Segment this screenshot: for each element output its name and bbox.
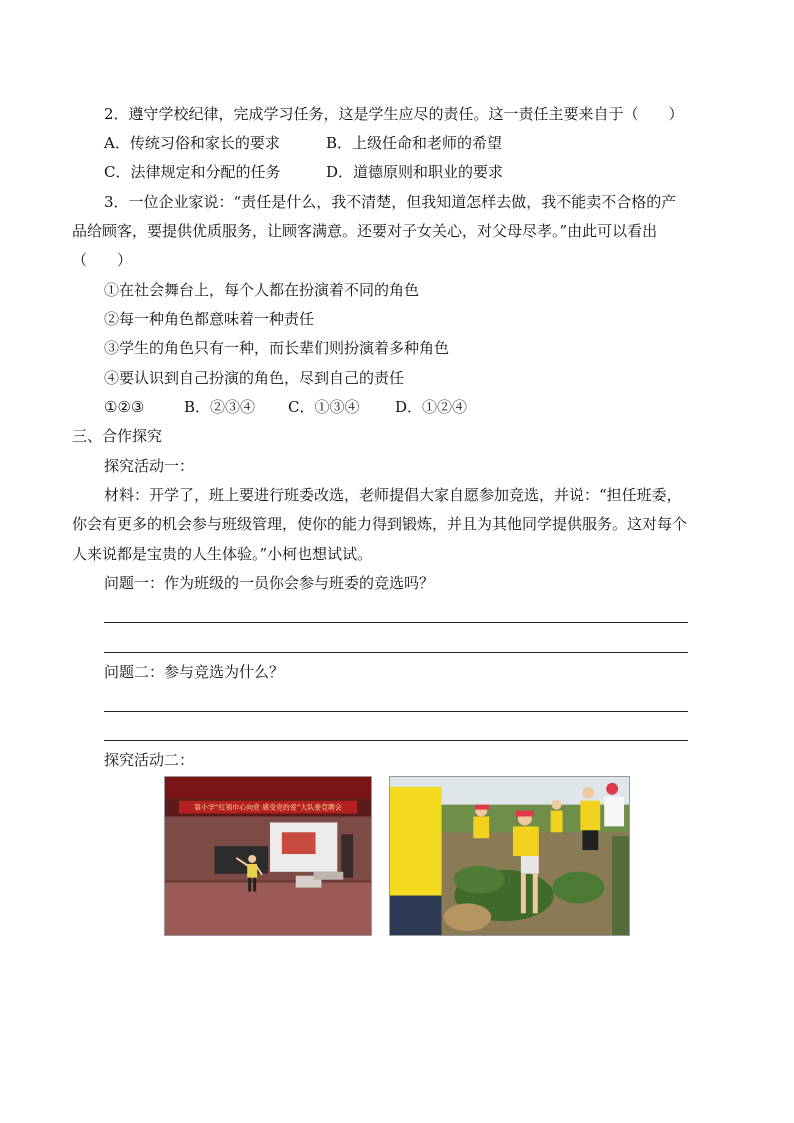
section-heading: 三、合作探究 [72, 427, 163, 445]
q2-option-c: C．法律规定和分配的任务 [104, 163, 281, 181]
q2-option-a: A．传统习俗和家长的要求 [104, 134, 280, 152]
q3-stem-line2: 品给顾客，要提供优质服务，让顾客满意。还要对子女关心，对父母尽孝。”由此可以看出 [72, 222, 658, 240]
question2: 问题二：参与竞选为什么？ [104, 663, 285, 681]
q2-option-d: D．道德原则和职业的要求 [326, 163, 504, 181]
q3-statement-4: ④要认识到自己扮演的角色，尽到自己的责任 [104, 369, 405, 387]
q3-statement-2: ②每一种角色都意味着一种责任 [104, 310, 315, 328]
q2-stem: 2．遵守学校纪律，完成学习任务，这是学生应尽的责任。这一责任主要来自于（ ） [104, 105, 684, 123]
material-line3: 人来说都是宝贵的人生体验。”小柯也想试试。 [72, 545, 373, 563]
material-line2: 你会有更多的机会参与班级管理，使你的能力得到锻炼，并且为其他同学提供服务。这对每个 [72, 515, 688, 533]
q3-stem-line3: （ ） [72, 251, 133, 269]
photo-class-election-speech [164, 776, 372, 936]
answer-line-4[interactable] [104, 740, 688, 741]
q3-statement-3: ③学生的角色只有一种，而长辈们则扮演着多种角色 [104, 339, 450, 357]
photo2-illustration [390, 777, 629, 935]
q2-option-b: B．上级任命和老师的希望 [326, 134, 503, 152]
answer-line-2[interactable] [104, 652, 688, 653]
q3-options-row [104, 397, 724, 417]
q2-options-row1 [104, 133, 724, 153]
q3-option-d: D．①②④ [395, 398, 468, 416]
q2-options-row2 [104, 162, 724, 182]
q3-statement-1: ①在社会舞台上，每个人都在扮演着不同的角色 [104, 281, 420, 299]
photo-field-labor [389, 776, 630, 936]
material-line1: 材料：开学了，班上要进行班委改选，老师提倡大家自愿参加竞选，并说：“担任班委， [104, 486, 682, 504]
q3-stem-line1: 3．一位企业家说：“责任是什么，我不清楚，但我知道怎样去做，我不能卖不合格的产 [104, 193, 677, 211]
activity1-title: 探究活动一： [104, 457, 195, 475]
photo1-banner-text: 第小学“红领巾心向党 感受党的爱”大队委竞聘会 [194, 803, 342, 812]
question1: 问题一：作为班级的一员你会参与班委的竞选吗？ [104, 574, 435, 592]
answer-line-1[interactable] [104, 622, 688, 623]
q3-option-b: B．②③④ [184, 398, 256, 416]
q3-option-c: C．①③④ [288, 398, 360, 416]
photo1-illustration [165, 777, 371, 935]
q3-option-a: ①②③ [104, 398, 145, 416]
answer-line-3[interactable] [104, 711, 688, 712]
activity2-title: 探究活动二： [104, 751, 195, 769]
